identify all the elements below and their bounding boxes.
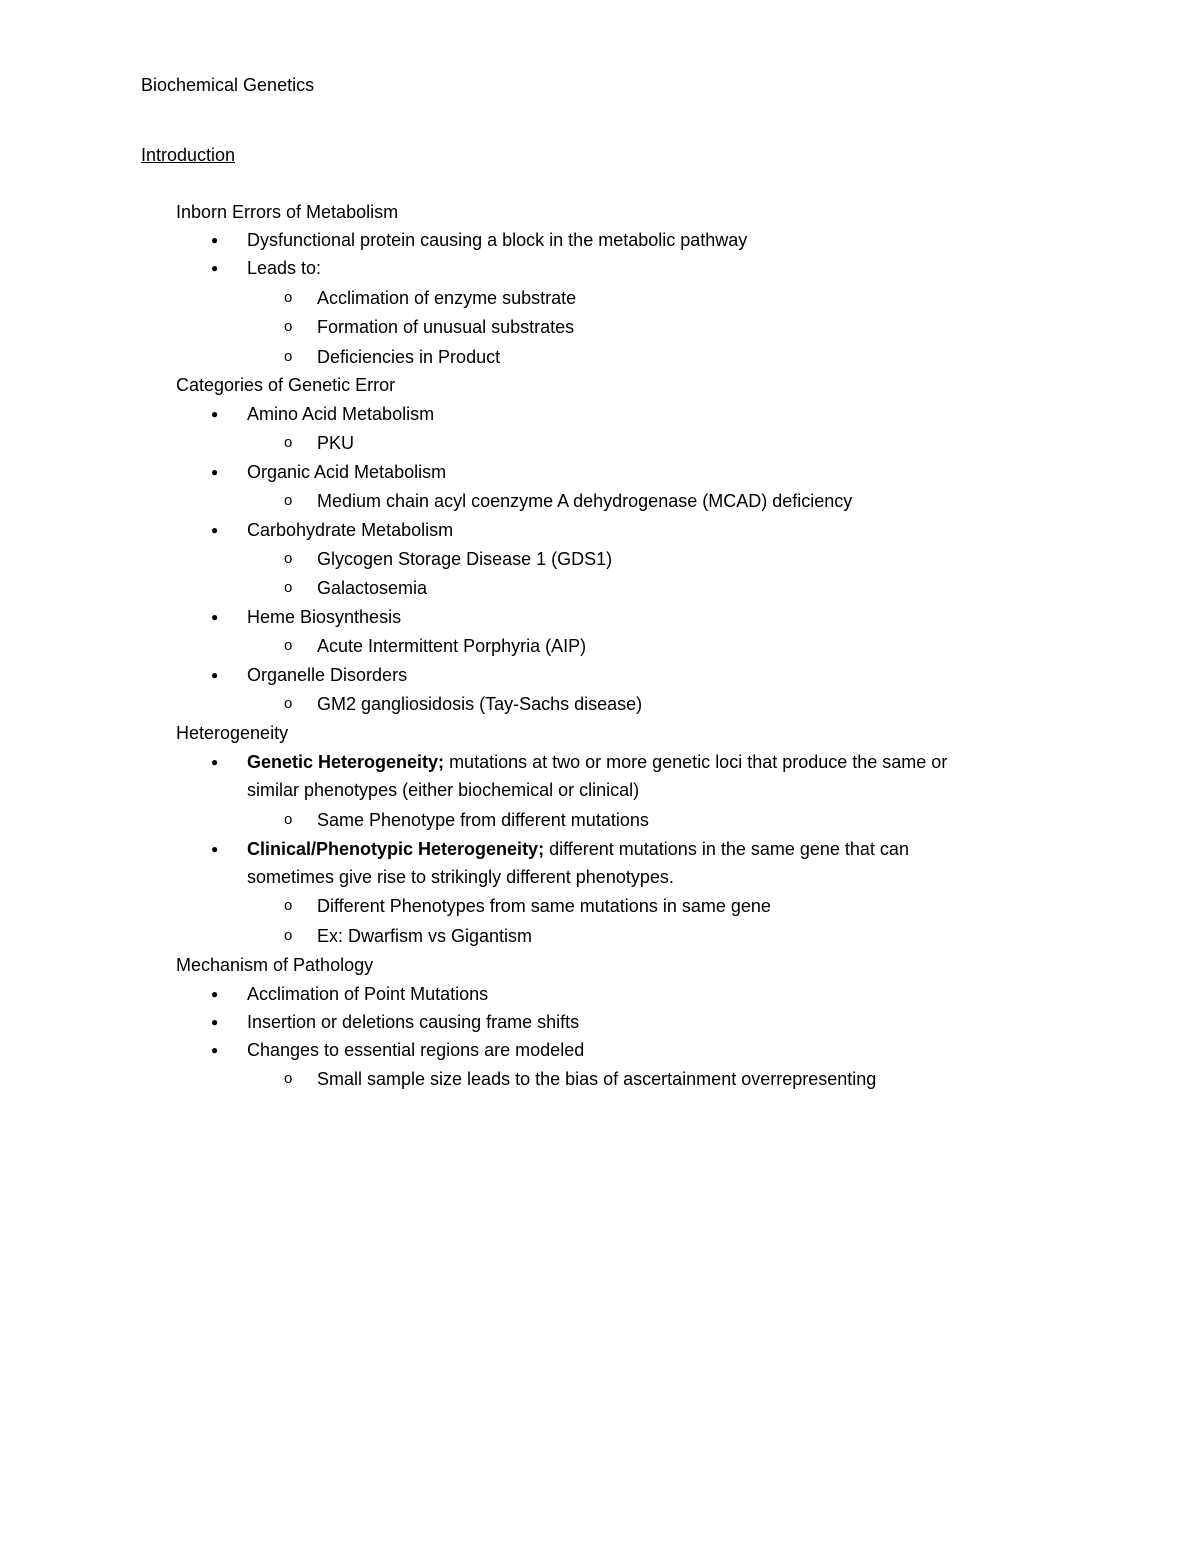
sub-list-item: Glycogen Storage Disease 1 (GDS1) — [317, 549, 613, 569]
sub-bullet-marker: o — [284, 348, 293, 365]
sub-bullet-marker: o — [284, 1070, 293, 1087]
list-item: Heme Biosynthesis — [247, 607, 402, 627]
sub-bullet-marker: o — [284, 695, 293, 712]
sub-list-item: Formation of unusual substrates — [317, 317, 575, 337]
term-clinical-heterogeneity: Clinical/Phenotypic Heterogeneity; — [247, 839, 545, 859]
sub-list-item: Acclimation of enzyme substrate — [317, 288, 577, 308]
list-item: Organic Acid Metabolism — [247, 462, 447, 482]
term-genetic-heterogeneity: Genetic Heterogeneity; — [247, 752, 445, 772]
bullet-marker: ● — [211, 1015, 219, 1029]
bullet-marker: ● — [211, 465, 219, 479]
sub-bullet-marker: o — [284, 579, 293, 596]
bullet-marker: ● — [211, 842, 219, 856]
sub-bullet-marker: o — [284, 927, 293, 944]
list-item: Insertion or deletions causing frame shifts — [247, 1012, 580, 1032]
sub-bullet-marker: o — [284, 492, 293, 509]
sub-bullet-marker: o — [284, 550, 293, 567]
heading-mechanism: Mechanism of Pathology — [176, 955, 374, 975]
bullet-marker: ● — [211, 233, 219, 247]
definition-text: different mutations in the same gene that can — [544, 839, 909, 859]
sub-bullet-marker: o — [284, 897, 293, 914]
sub-list-item: Medium chain acyl coenzyme A dehydrogenase (MCAD) deficiency — [317, 491, 853, 511]
list-item-continuation: similar phenotypes (either biochemical or clinical) — [247, 780, 640, 800]
section-heading-introduction: Introduction — [141, 145, 236, 165]
bullet-marker: ● — [211, 407, 219, 421]
sub-list-item: PKU — [317, 433, 355, 453]
list-item: Changes to essential regions are modeled — [247, 1040, 585, 1060]
sub-list-item: Small sample size leads to the bias of ascertainment overrepresenting — [317, 1069, 877, 1089]
list-item: Carbohydrate Metabolism — [247, 520, 454, 540]
list-item: Dysfunctional protein causing a block in the metabolic pathway — [247, 230, 748, 250]
sub-list-item: Deficiencies in Product — [317, 347, 501, 367]
bullet-marker: ● — [211, 987, 219, 1001]
bullet-marker: ● — [211, 610, 219, 624]
list-item: Organelle Disorders — [247, 665, 408, 685]
sub-list-item: Acute Intermittent Porphyria (AIP) — [317, 636, 587, 656]
bullet-marker: ● — [211, 523, 219, 537]
sub-list-item: Ex: Dwarfism vs Gigantism — [317, 926, 533, 946]
list-item: Leads to: — [247, 258, 322, 278]
list-item: Acclimation of Point Mutations — [247, 984, 489, 1004]
bullet-marker: ● — [211, 755, 219, 769]
sub-list-item: Galactosemia — [317, 578, 428, 598]
sub-bullet-marker: o — [284, 637, 293, 654]
heading-heterogeneity: Heterogeneity — [176, 723, 289, 743]
heading-inborn-errors: Inborn Errors of Metabolism — [176, 202, 399, 222]
sub-list-item: Same Phenotype from different mutations — [317, 810, 649, 830]
list-item — [247, 751, 947, 773]
sub-bullet-marker: o — [284, 811, 293, 828]
sub-list-item: Different Phenotypes from same mutations in same gene — [317, 896, 771, 916]
bullet-marker: ● — [211, 1043, 219, 1057]
sub-bullet-marker: o — [284, 318, 293, 335]
bullet-marker: ● — [211, 668, 219, 682]
sub-bullet-marker: o — [284, 434, 293, 451]
definition-text: mutations at two or more genetic loci that produce the same or — [444, 752, 948, 772]
bullet-marker: ● — [211, 261, 219, 275]
document-title: Biochemical Genetics — [141, 75, 315, 95]
heading-categories: Categories of Genetic Error — [176, 375, 396, 395]
sub-list-item: GM2 gangliosidosis (Tay-Sachs disease) — [317, 694, 643, 714]
sub-bullet-marker: o — [284, 289, 293, 306]
list-item-continuation: sometimes give rise to strikingly different phenotypes. — [247, 867, 674, 887]
list-item: Amino Acid Metabolism — [247, 404, 435, 424]
list-item — [247, 838, 909, 860]
